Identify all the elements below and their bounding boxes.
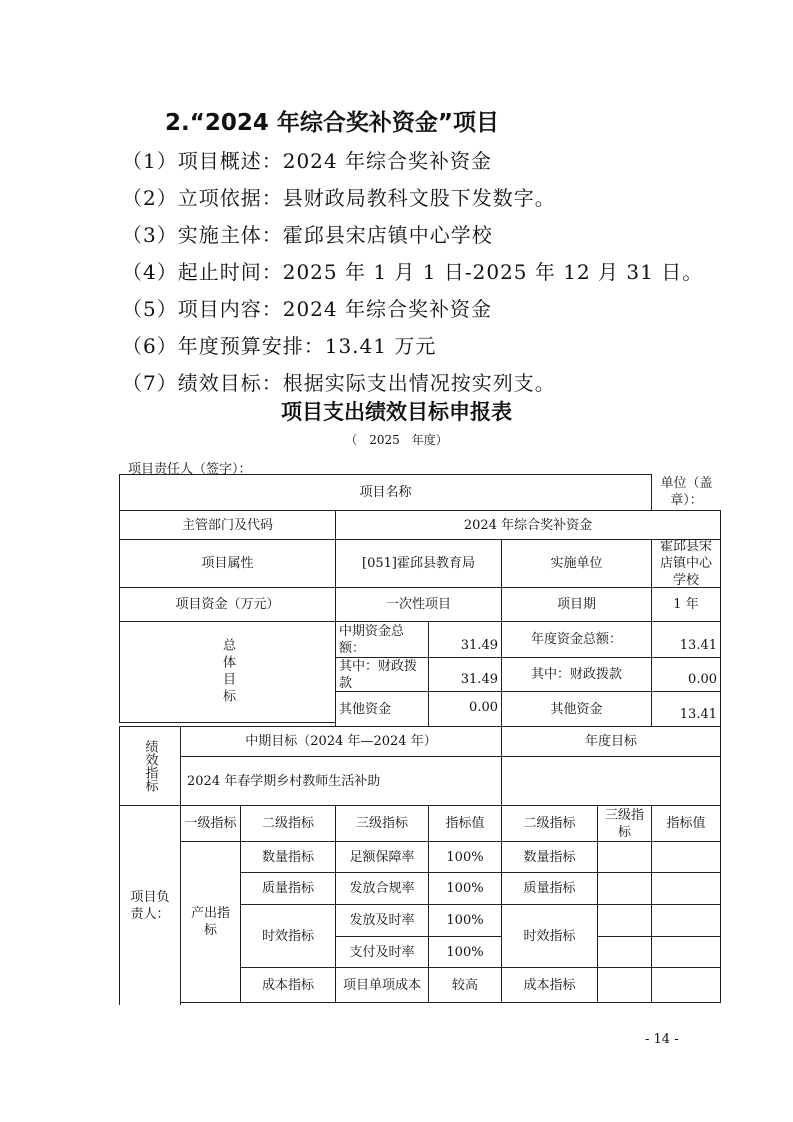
empty-cell: [651, 936, 721, 968]
row-l3: 发放合规率: [335, 872, 429, 905]
mid-total-label: 中期资金总额：: [335, 621, 429, 658]
period-label: 项目期: [501, 587, 652, 622]
header-level2-year: 二级指标: [501, 805, 598, 842]
empty-cell: [651, 904, 721, 937]
header-level1: 一级指标: [180, 805, 241, 842]
year-total-label: 年度资金总额：: [501, 621, 652, 658]
table-title: 项目支出绩效目标申报表: [281, 400, 512, 424]
year-goal-text: [501, 756, 721, 806]
header-level2: 二级指标: [240, 805, 336, 842]
mid-other: 0.00: [428, 691, 502, 727]
level1-output: 产出指标: [180, 841, 241, 1003]
item-subject: （3）实施主体：霍邱县宋店镇中心学校: [122, 223, 493, 247]
item-period: （4）起止时间：2025 年 1 月 1 日-2025 年 12 月 31 日。: [122, 260, 704, 284]
project-name-label: 项目名称: [119, 474, 652, 511]
empty-cell: [597, 936, 652, 968]
overall-goal-label: 总体目标: [119, 621, 336, 723]
item-overview: （1）项目概述：2024 年综合奖补资金: [122, 149, 492, 173]
page-number: - 14 -: [645, 1032, 679, 1047]
year-total: 13.41: [651, 621, 721, 658]
row-l3: 足额保障率: [335, 841, 429, 873]
row-l2-year: 数量指标: [501, 841, 598, 873]
item-budget: （6）年度预算安排：13.41 万元: [122, 334, 437, 358]
row-l2: 数量指标: [240, 841, 336, 873]
owner-label: 项目负责人：: [119, 805, 181, 1005]
year-line: （ 2025 年度）: [345, 433, 448, 447]
mid-total: 31.49: [428, 621, 502, 658]
mid-fin: 31.49: [428, 657, 502, 692]
year-fin: 0.00: [651, 657, 721, 692]
empty-cell: [597, 872, 652, 905]
dept-value: [051]霍邱县教育局: [335, 539, 502, 588]
project-name-value: 2024 年综合奖补资金: [335, 510, 721, 540]
empty-cell: [597, 904, 652, 937]
item-goal: （7）绩效目标：根据实际支出情况按实列支。: [122, 371, 556, 395]
year-other: 13.41: [651, 691, 721, 727]
row-l2-year: 质量指标: [501, 872, 598, 905]
mid-other-label: 其他资金: [335, 691, 429, 727]
empty-cell: [651, 872, 721, 905]
row-value: 100%: [428, 872, 502, 905]
year-fin-label: 其中：财政拨款: [501, 657, 652, 692]
unit-label: 单位（盖章）：: [651, 474, 721, 511]
row-value: 100%: [428, 904, 502, 937]
row-l2: 成本指标: [240, 967, 336, 1003]
mid-goal-label: 中期目标（2024 年—2024 年）: [180, 726, 502, 757]
year-goal-label: 年度目标: [501, 726, 721, 757]
mid-goal-text: 2024 年春学期乡村教师生活补助: [180, 756, 502, 806]
row-l3: 发放及时率: [335, 904, 429, 937]
impl-label: 实施单位: [501, 539, 652, 588]
row-l2-year: 成本指标: [501, 967, 598, 1003]
signer-label: 项目责任人（签字）：: [128, 462, 252, 477]
empty-cell: [651, 841, 721, 873]
row-value: 100%: [428, 936, 502, 968]
item-basis: （2）立项依据：县财政局教科文股下发数字。: [122, 186, 556, 210]
item-content: （5）项目内容：2024 年综合奖补资金: [122, 297, 492, 321]
row-value: 100%: [428, 841, 502, 873]
row-value: 较高: [428, 967, 502, 1003]
header-level3-year: 三级指标: [597, 805, 652, 842]
perf-indicator-label: 绩效指标: [119, 726, 181, 806]
period-value: 1 年: [651, 587, 721, 622]
row-l2: 质量指标: [240, 872, 336, 905]
header-level3: 三级指标: [335, 805, 429, 842]
attr-value: 一次性项目: [335, 587, 502, 622]
empty-cell: [597, 841, 652, 873]
header-value-year: 指标值: [651, 805, 721, 842]
row-l3: 项目单项成本: [335, 967, 429, 1003]
empty-cell: [597, 967, 652, 1003]
row-l2-year: 时效指标: [501, 904, 598, 968]
year-other-label: 其他资金: [501, 691, 652, 727]
row-l2: 时效指标: [240, 904, 336, 968]
row-l3: 支付及时率: [335, 936, 429, 968]
empty-cell: [651, 967, 721, 1003]
mid-fin-label: 其中：财政拨款: [335, 657, 429, 692]
fund-label: 项目资金（万元）: [119, 587, 336, 622]
attr-label: 项目属性: [119, 539, 336, 588]
section-heading: 2.“2024 年综合奖补资金”项目: [165, 110, 499, 136]
impl-value: 霍邱县宋店镇中心学校: [651, 539, 721, 588]
header-value: 指标值: [428, 805, 502, 842]
dept-label: 主管部门及代码: [119, 510, 336, 540]
